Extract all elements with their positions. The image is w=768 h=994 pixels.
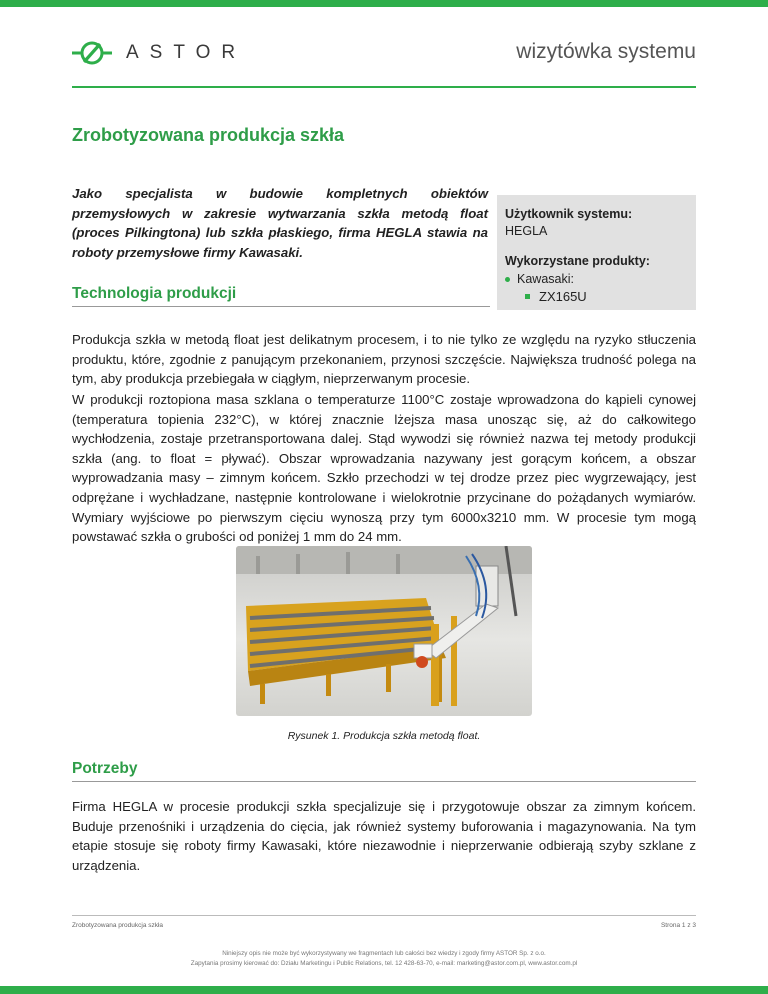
product-name: Kawasaki:	[517, 272, 574, 286]
system-info-box	[497, 195, 696, 310]
logo-text: ASTOR	[126, 42, 247, 63]
footer-doc-title: Zrobotyzowana produkcja szkła	[72, 922, 164, 929]
page-tag: wizytówka systemu	[516, 40, 696, 63]
bullet-dot-icon	[505, 277, 510, 282]
technology-paragraph-1: Produkcja szkła w metodą float jest delikatnym procesem, i to nie tylko ze względu na ryzyko stłuczenia produktu, które, zgodnie z panującym przekonaniem, przynosi szczęście. Największa trudność polega na tym, aby produkcja przebiegała w ciągłym, nieprzerwanym procesie.	[72, 332, 696, 387]
model-item	[525, 289, 690, 304]
astor-logo	[72, 40, 246, 66]
model-name: ZX165U	[539, 289, 587, 304]
technology-heading: Technologia produkcji	[72, 285, 237, 302]
footer-divider	[72, 915, 696, 916]
figure-caption: Rysunek 1. Produkcja szkła metodą float.	[287, 730, 481, 742]
needs-heading: Potrzeby	[72, 760, 138, 777]
user-label: Użytkownik systemu:	[505, 207, 633, 221]
footer-page-number: Strona 1 z 3	[660, 922, 696, 929]
bottom-accent-bar	[0, 986, 768, 994]
needs-divider	[72, 781, 696, 782]
needs-paragraph: Firma HEGLA w procesie produkcji szkła specjalizuje się i przygotowuje obszar za zimnym końcem. Buduje przenośniki i urządzenia do cięcia, jak również systemy buforowania i magazynowania. Na tym etapie stosuje się roboty firmy Kawasaki, które niezawodnie i nieprzerwanie odbierają szyby szklane z urządzenia.	[72, 799, 696, 873]
top-accent-bar	[0, 0, 768, 7]
product-item	[505, 272, 690, 286]
technology-divider	[72, 306, 490, 307]
glass-production-photo	[236, 546, 532, 716]
bullet-square-icon	[525, 294, 530, 299]
products-label: Wykorzystane produkty:	[505, 254, 650, 268]
document-title: Zrobotyzowana produkcja szkła	[72, 125, 345, 145]
intro-paragraph: Jako specjalista w budowie kompletnych obiektów przemysłowych w zakresie wytwarzania szkła metodą float (proces Pilkingtona) lub szkła płaskiego, firma HEGLA stawia na roboty przemysłowe firmy Kawasaki.	[72, 186, 488, 260]
footer-contact-note: Zapytania prosimy kierować do: Działu Marketingu i Public Relations, tel. 12 428-63-70, e-mail: marketing@astor.com.pl, www.astor.com.pl	[190, 960, 578, 967]
user-value: HEGLA	[505, 224, 548, 238]
technology-paragraph-2: W produkcji roztopiona masa szklana o temperaturze 1100°C zostaje wprowadzona do kąpieli cynowej (temperatura topienia 232°C), w której znacznie lżejsza masa unosząc się, aż do całkowitego wychłodzenia, zostaje przetransportowana dalej. Stąd wywodzi się również nazwa tej metody produkcji szkła (ang. to float = pływać). Obszar wprowadzania nazywany jest gorącym końcem, a obszar wyprowadzania masy – zimnym końcem. Szkło przechodzi w tej drodze przez piec wygrzewający, jest odprężane i wychładzane, następnie kontrolowane i wielokrotnie przycinane do pożądanych wymiarów. Wymiary wyjściowe po pierwszym cięciu wynoszą przy tym 6000x3210 mm. W procesie tym mogą powstawać szkła o grubości od poniżej 1 mm do 24 mm.	[72, 392, 696, 545]
header-divider	[72, 86, 696, 88]
astor-logo-icon	[72, 40, 112, 66]
footer-copyright-note: Niniejszy opis nie może być wykorzystywany we fragmentach lub całości bez wiedzy i zgody firmy ASTOR Sp. z o.o.	[222, 950, 546, 957]
